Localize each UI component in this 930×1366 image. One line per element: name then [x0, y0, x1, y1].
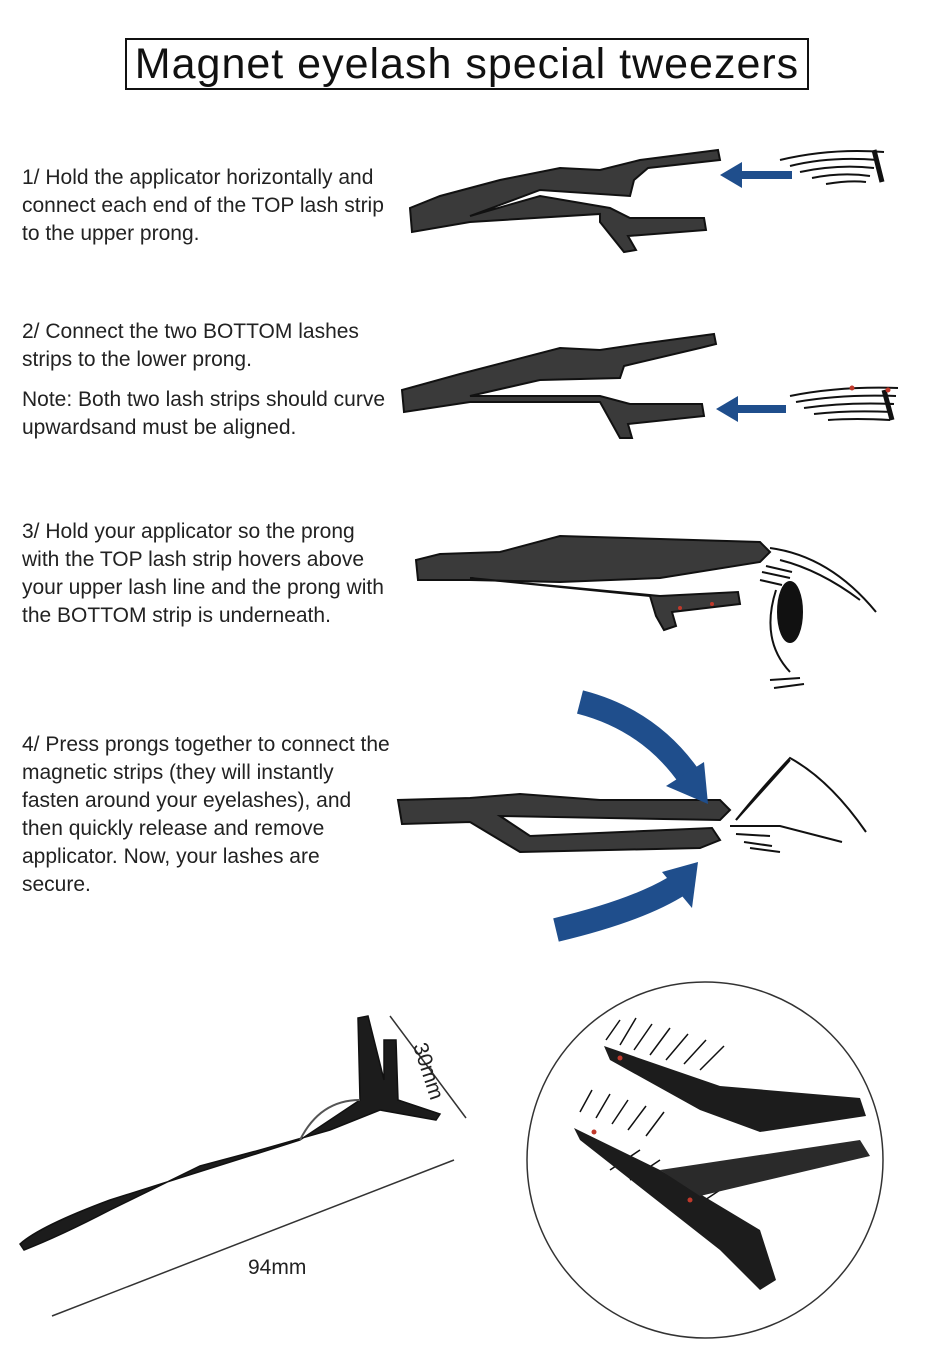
zoom-circle — [527, 982, 883, 1338]
tweezer-step-2 — [402, 334, 716, 438]
page-title: Magnet eyelash special tweezers — [134, 39, 800, 88]
lash-strip-step-2 — [790, 386, 898, 421]
eye-step-3 — [760, 548, 876, 688]
dimension-line-length — [52, 1160, 454, 1316]
step-4-text: 4/ Press prongs together to connect the magnetic strips (they will instantly fasten around your eyelashes), and then quickly release and remove applicator. Now, your lashes are secure. — [22, 733, 390, 896]
arrow-step-4-bottom — [556, 862, 698, 930]
tweezer-step-4 — [398, 794, 730, 852]
lash-strip-step-1 — [780, 150, 884, 184]
length-label: 94mm — [248, 1256, 307, 1279]
step-1-text: 1/ Hold the applicator horizontally and connect each end of the TOP lash strip to the upper prong. — [22, 166, 384, 245]
arrow-step-2 — [716, 396, 786, 422]
tweezer-step-1 — [410, 150, 720, 252]
tweezer-step-3 — [416, 536, 770, 630]
eye-step-4 — [730, 758, 866, 852]
step-2-text: 2/ Connect the two BOTTOM lashes strips to the lower prong. — [22, 320, 359, 371]
arrow-step-4-top — [580, 702, 708, 804]
arrow-step-1 — [720, 162, 792, 188]
step-3-text: 3/ Hold your applicator so the prong with the TOP lash strip hovers above your upper lash line and the prong with the BOTTOM strip is underneath. — [22, 520, 384, 627]
width-label: 30mm — [408, 1040, 449, 1103]
step-2-note: Note: Both two lash strips should curve upwardsand must be aligned. — [22, 388, 386, 439]
tweezer-dimension-drawing — [20, 1016, 440, 1250]
